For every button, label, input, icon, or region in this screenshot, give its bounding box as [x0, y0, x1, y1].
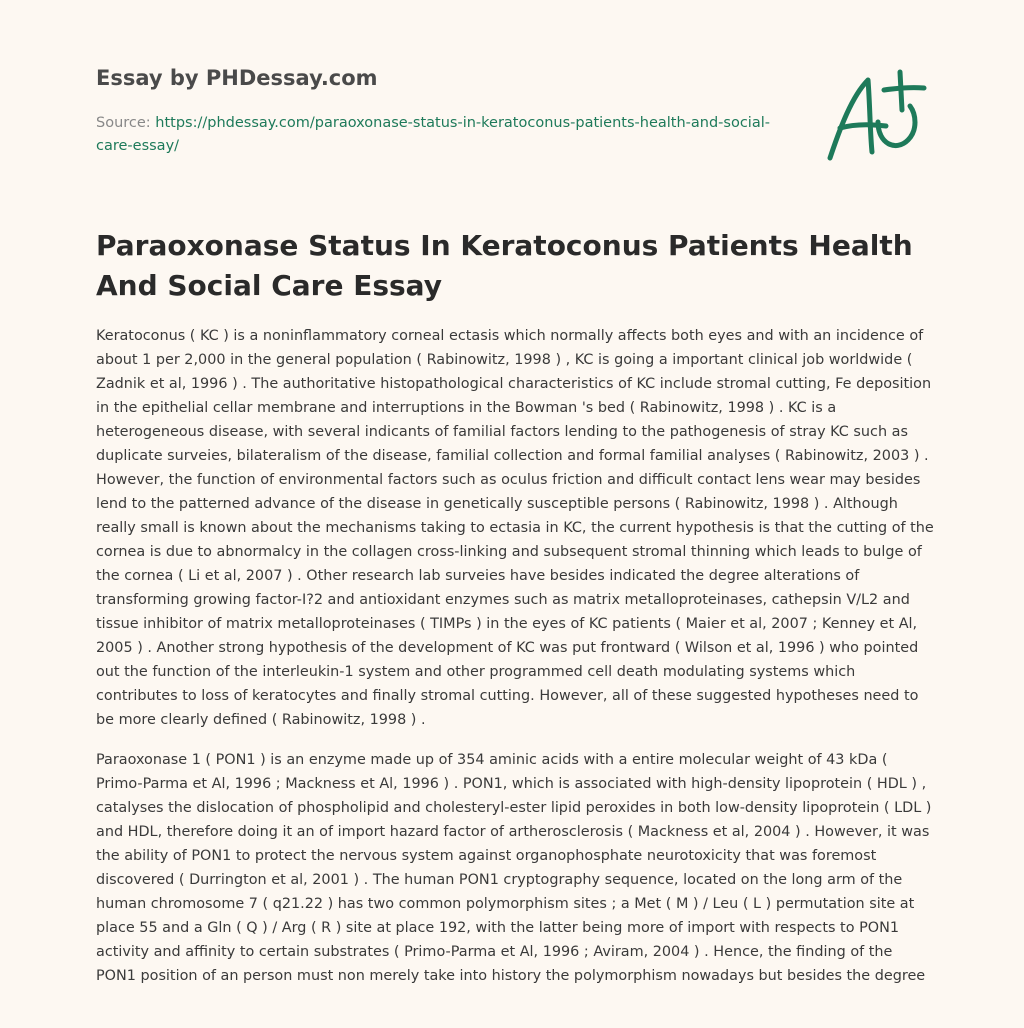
source-link[interactable]: https://phdessay.com/paraoxonase-status-in-keratoconus-patients-health-and-social-care-essay/	[96, 115, 770, 154]
paragraph: Keratoconus ( KC ) is a noninflammatory corneal ectasis which normally affects both eyes and with an incidence of about 1 per 2,000 in the general population ( Rabinowitz, 1998 ) , KC is going a important clinical job worldwide ( Zadnik et al, 1996 ) . The authoritative histopathological characteristics of KC include stromal cutting, Fe deposition in the epithelial cellar membrane and interruptions in the Bowman 's bed ( Rabinowitz, 1998 ) . KC is a heterogeneous disease, with several indicants of familial factors lending to the pathogenesis of stray KC such as duplicate surveies, bilateralism of the disease, familial collection and formal familial analyses ( Rabinowitz, 2003 ) . However, the function of environmental factors such as oculus friction and difficult contact lens wear may besides lend to the patterned advance of the disease in genetically susceptible persons ( Rabinowitz, 1998 ) . Although really small is known about the mechanisms taking to ectasia in KC, the current hypothesis is that the cutting of the cornea is due to abnormalcy in the collagen cross-linking and subsequent stromal thinning which leads to bulge of the cornea ( Li et al, 2007 ) . Other research lab surveies have besides indicated the degree alterations of transforming growing factor-I?2 and antioxidant enzymes such as matrix metalloproteinases, cathepsin V/L2 and tissue inhibitor of matrix metalloproteinases ( TIMPs ) in the eyes of KC patients ( Maier et al, 2007 ; Kenney et Al, 2005 ) . Another strong hypothesis of the development of KC was put frontward ( Wilson et al, 1996 ) who pointed out the function of the interleukin-1 system and other programmed cell death modulating systems which contributes to loss of keratocytes and finally stromal cutting. However, all of these suggested hypotheses need to be more clearly defined ( Rabinowitz, 1998 ) .	[96, 328, 934, 728]
source-line	[96, 112, 776, 158]
article-body	[96, 324, 934, 1004]
article-title: Paraoxonase Status In Keratoconus Patients Health And Social Care Essay	[96, 229, 913, 302]
paragraph: Paraoxonase 1 ( PON1 ) is an enzyme made up of 354 aminic acids with a entire molecular weight of 43 kDa ( Primo-Parma et Al, 1996 ; Mackness et Al, 1996 ) . PON1, which is associated with high-density lipoprotein ( HDL ) , catalyses the dislocation of phospholipid and cholesteryl-ester lipid peroxides in both low-density lipoprotein ( LDL ) and HDL, therefore doing it an of import hazard factor of artherosclerosis ( Mackness et al, 2004 ) . However, it was the ability of PON1 to protect the nervous system against organophosphate neurotoxicity that was foremost discovered ( Durrington et al, 2001 ) . The human PON1 cryptography sequence, located on the long arm of the human chromosome 7 ( q21.22 ) has two common polymorphism sites ; a Met ( M ) / Leu ( L ) permutation site at place 55 and a Gln ( Q ) / Arg ( R ) site at place 192, with the latter being more of import with respects to PON1 activity and affinity to certain substrates ( Primo-Parma et Al, 1996 ; Aviram, 2004 ) . Hence, the finding of the PON1 position of an person must non merely take into history the polymorphism nowadays but besides the degree	[96, 752, 932, 984]
site-brand: Essay by PHDessay.com	[96, 66, 378, 90]
a-plus-grade-icon	[818, 66, 933, 166]
source-label: Source:	[96, 115, 151, 131]
